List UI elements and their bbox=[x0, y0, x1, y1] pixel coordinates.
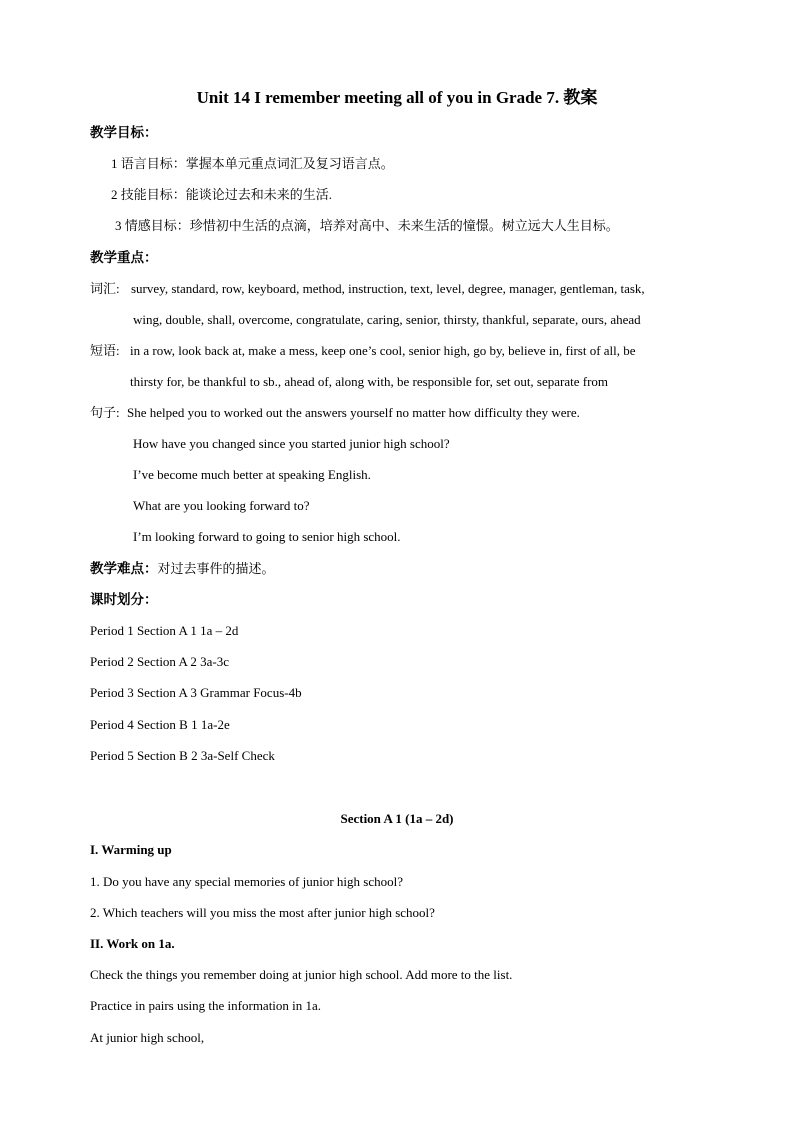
vocab-label: 词汇: bbox=[90, 281, 120, 296]
phrases-label: 短语: bbox=[90, 343, 120, 358]
work-on-1a-heading: II. Work on 1a. bbox=[90, 936, 175, 951]
periods-heading: 课时划分： bbox=[90, 592, 158, 607]
period-item-1: Period 1 Section A 1 1a – 2d bbox=[90, 623, 239, 638]
objectives-heading: 教学目标： bbox=[90, 125, 158, 140]
sentence-1: She helped you to worked out the answers yourself no matter how difficulty they were. bbox=[127, 405, 580, 420]
difficulty-row bbox=[90, 561, 275, 577]
warming-question-2: 2. Which teachers will you miss the most after junior high school? bbox=[90, 905, 435, 920]
period-item-3: Period 3 Section A 3 Grammar Focus-4b bbox=[90, 685, 302, 700]
period-item-2: Period 2 Section A 2 3a-3c bbox=[90, 654, 230, 669]
period-item-4: Period 4 Section B 1 1a-2e bbox=[90, 717, 230, 732]
period-item-5: Period 5 Section B 2 3a-Self Check bbox=[90, 748, 275, 763]
difficulty-text: 对过去事件的描述。 bbox=[157, 561, 275, 576]
sentence-2: How have you changed since you started junior high school? bbox=[133, 436, 450, 451]
sentence-4: What are you looking forward to? bbox=[133, 498, 310, 513]
difficulty-heading: 教学难点： bbox=[90, 561, 158, 576]
warming-up-heading: I. Warming up bbox=[90, 842, 172, 857]
vocab-line-2: wing, double, shall, overcome, congratulate, caring, senior, thirsty, thankful, separate, ours, ahead bbox=[133, 312, 641, 327]
work-line-1: Check the things you remember doing at junior high school. Add more to the list. bbox=[90, 967, 513, 982]
sentence-3: I’ve become much better at speaking English. bbox=[133, 467, 371, 482]
sentence-5: I’m looking forward to going to senior high school. bbox=[133, 529, 401, 544]
objective-skill: 2 技能目标：能谈论过去和未来的生活. bbox=[111, 187, 333, 202]
work-line-3: At junior high school, bbox=[90, 1030, 205, 1045]
document-title: Unit 14 I remember meeting all of you in Grade 7. 教案 bbox=[196, 88, 598, 107]
sentences-label: 句子: bbox=[90, 405, 120, 420]
phrases-line-1: in a row, look back at, make a mess, keep one’s cool, senior high, go by, believe in, first of all, be bbox=[130, 343, 636, 358]
work-line-2: Practice in pairs using the information in 1a. bbox=[90, 998, 322, 1013]
vocab-line-1: survey, standard, row, keyboard, method, instruction, text, level, degree, manager, gentleman, task, bbox=[131, 281, 645, 296]
key-points-heading: 教学重点： bbox=[90, 250, 158, 265]
section-title: Section A 1 (1a – 2d) bbox=[340, 811, 454, 826]
warming-question-1: 1. Do you have any special memories of junior high school? bbox=[90, 874, 404, 889]
objective-emotion: 3 情感目标：珍惜初中生活的点滴，培养对高中、未来生活的憧憬。树立远大人生目标。 bbox=[115, 218, 619, 233]
objective-language: 1 语言目标：掌握本单元重点词汇及复习语言点。 bbox=[111, 156, 394, 171]
phrases-line-2: thirsty for, be thankful to sb., ahead of, along with, be responsible for, set out, separate from bbox=[130, 374, 609, 389]
